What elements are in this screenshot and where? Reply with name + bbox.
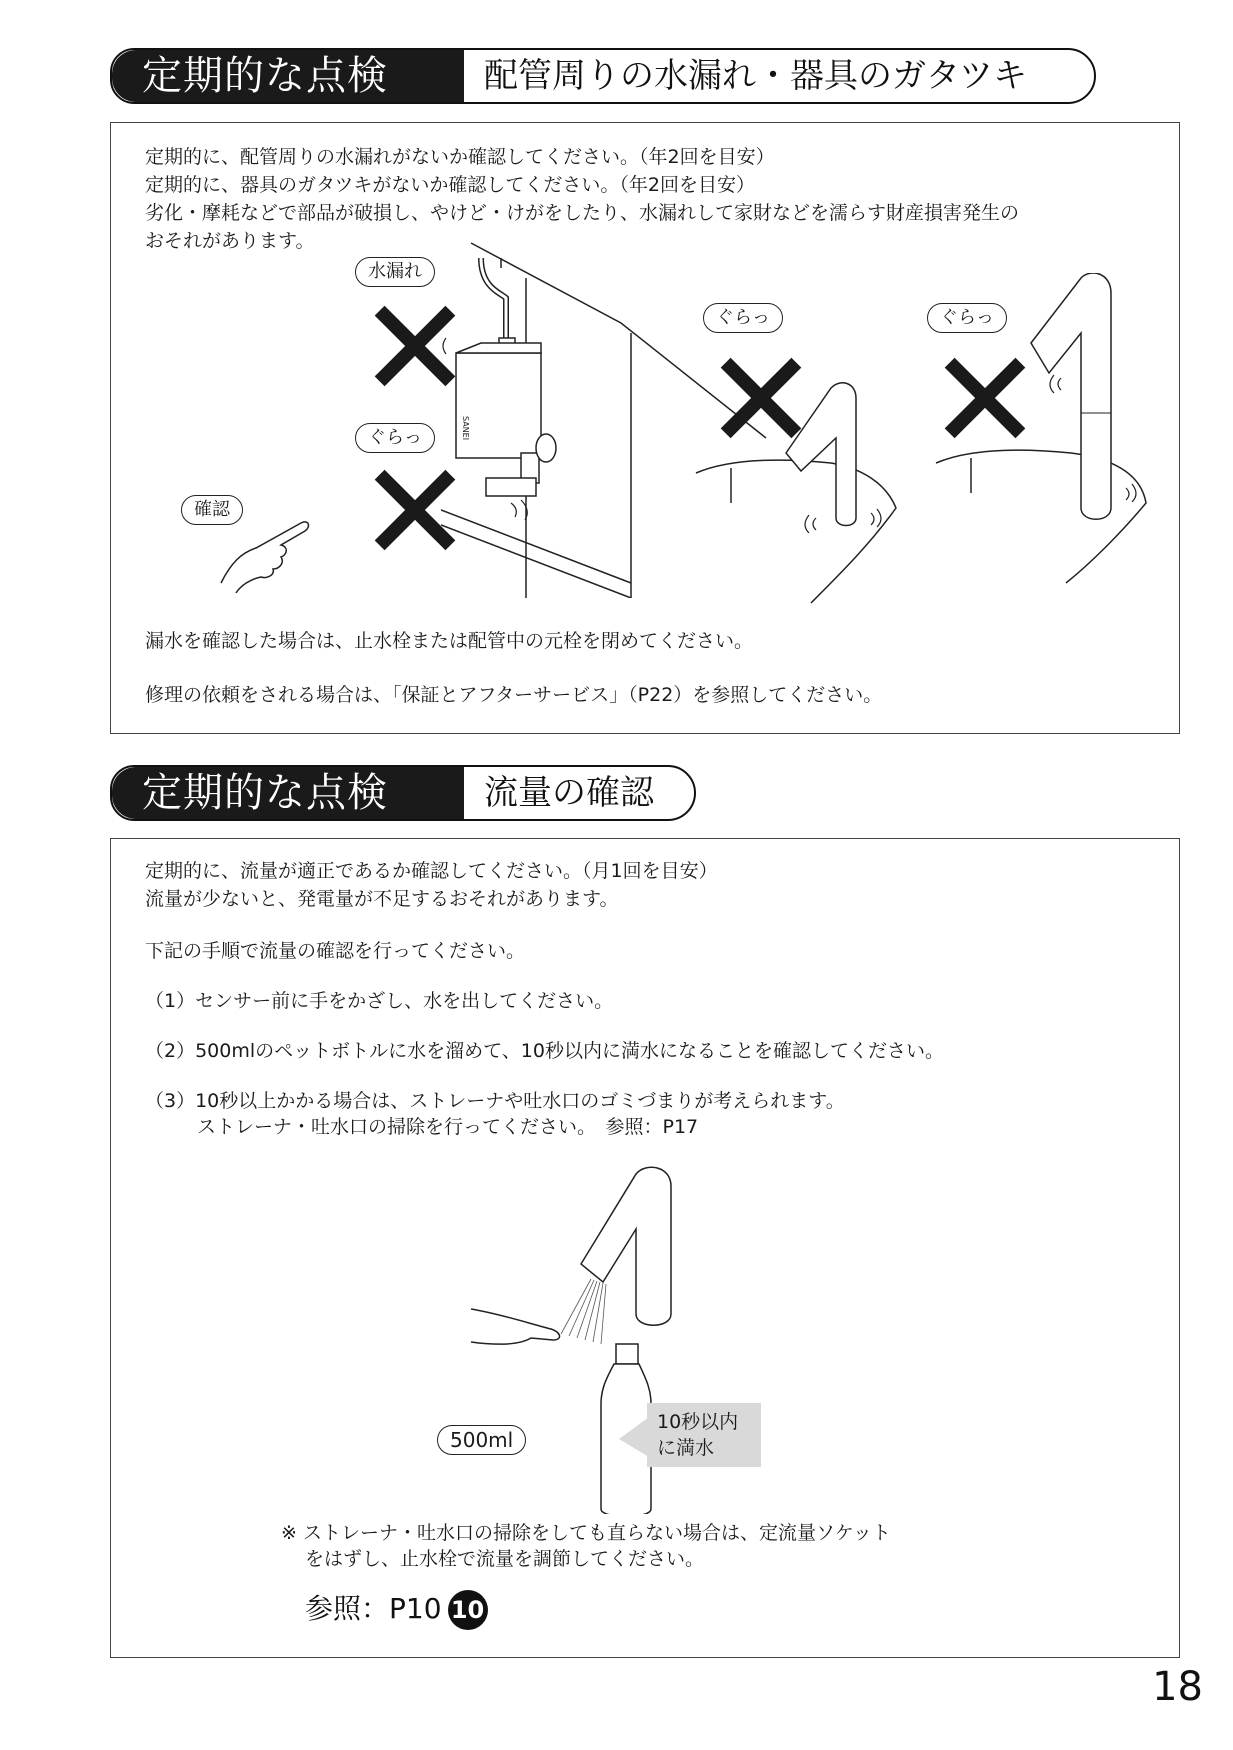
step-3: （3）10秒以上かかる場合は、ストレーナや吐水口のゴミづまりが考えられます。	[145, 1090, 845, 1112]
reference-text: 参照：P10	[305, 1592, 442, 1625]
section2-box	[110, 838, 1180, 1658]
section1-line-1: 定期的に、配管周りの水漏れがないか確認してください。（年2回を目安）	[145, 146, 775, 168]
step-2: （2）500mlのペットボトルに水を溜めて、10秒以内に満水になることを確認してください。	[145, 1040, 944, 1062]
section2-line-1: 定期的に、流量が適正であるか確認してください。（月1回を目安）	[145, 860, 718, 882]
cross-mark-leak	[373, 303, 457, 387]
section1-header	[110, 48, 1096, 104]
section1-line-2: 定期的に、器具のガタツキがないか確認してください。（年2回を目安）	[145, 174, 756, 196]
footnote-line-2: をはずし、止水栓で流量を調節してください。	[305, 1548, 705, 1570]
wobble-label-2: ぐらっ	[703, 303, 783, 333]
cross-mark-wobble-3	[943, 355, 1027, 439]
section1-line-4: おそれがあります。	[145, 230, 315, 252]
section2-subtitle: 流量の確認	[484, 773, 654, 813]
section2-tag: 定期的な点検	[112, 767, 464, 819]
section2-header	[110, 765, 696, 821]
section2-intro: 下記の手順で流量の確認を行ってください。	[145, 940, 526, 962]
reference-p10	[305, 1587, 488, 1630]
cross-mark-wobble-1	[373, 467, 457, 551]
step-1: （1）センサー前に手をかざし、水を出してください。	[145, 990, 614, 1012]
reference-number-badge: 10	[448, 1590, 488, 1630]
leak-label: 水漏れ	[355, 257, 435, 287]
section2-line-2: 流量が少ないと、発電量が不足するおそれがあります。	[145, 888, 619, 910]
step-3-continued: ストレーナ・吐水口の掃除を行ってください。 参照：P17	[197, 1116, 699, 1138]
fill-time-callout	[647, 1403, 761, 1467]
section1-note-1: 漏水を確認した場合は、止水栓または配管中の元栓を閉めてください。	[145, 630, 754, 652]
section1-note-2: 修理の依頼をされる場合は、「保証とアフターサービス」（P22）を参照してください。	[145, 684, 883, 706]
footnote-line-1: ※ ストレーナ・吐水口の掃除をしても直らない場合は、定流量ソケット	[281, 1522, 891, 1544]
section1-tag: 定期的な点検	[112, 50, 464, 102]
section1-box	[110, 122, 1180, 734]
wobble-label-3: ぐらっ	[927, 303, 1007, 333]
callout-line-1: 10秒以内	[657, 1411, 739, 1433]
check-label: 確認	[181, 495, 243, 525]
section1-line-3: 劣化・摩耗などで部品が破損し、やけど・けがをしたり、水漏れして家財などを濡らす財産損害発生の	[145, 202, 1020, 224]
section1-subtitle: 配管周りの水漏れ・器具のガタツキ	[484, 56, 1027, 96]
svg-text:SANEI: SANEI	[461, 416, 470, 441]
bottle-label: 500ml	[437, 1425, 526, 1455]
cross-mark-wobble-2	[719, 355, 803, 439]
callout-pointer	[619, 1417, 649, 1457]
page-number: 18	[1152, 1664, 1203, 1710]
callout-line-2: に満水	[657, 1437, 715, 1459]
wobble-label-1: ぐらっ	[355, 423, 435, 453]
